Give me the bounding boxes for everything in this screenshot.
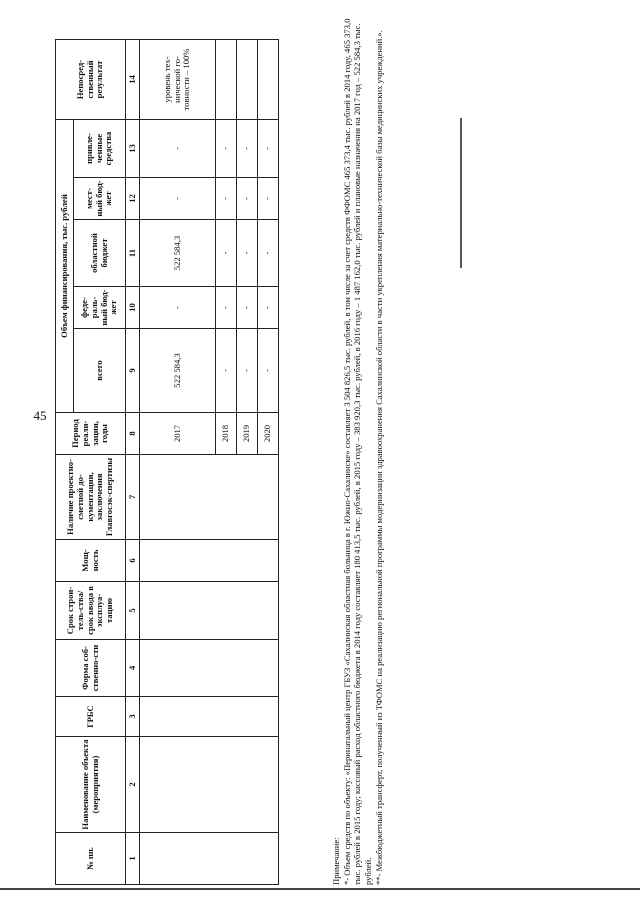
column-number: 6: [126, 540, 140, 582]
header-direct-result: Непосред-ственный результат: [56, 40, 126, 120]
cell-federal: -: [258, 287, 279, 329]
cell-year: 2018: [216, 413, 237, 455]
cell-federal: -: [237, 287, 258, 329]
cell-total: -: [237, 329, 258, 413]
column-number: 13: [126, 120, 140, 178]
cell-attracted: -: [258, 120, 279, 178]
table-row: [140, 40, 216, 885]
financing-table: [55, 39, 279, 885]
header-period: Период реали-зации, годы: [56, 413, 126, 455]
column-number: 2: [126, 737, 140, 833]
cell-capacity: [140, 540, 279, 582]
header-construction-term: Срок строи-тель-ства/срок ввода в эксплуа-тацию: [56, 582, 126, 640]
cell-local: -: [140, 178, 216, 220]
header-ownership-form: Форма соб-ственно-сти: [56, 640, 126, 697]
column-number: 11: [126, 220, 140, 287]
notes-title: Примечание:: [331, 837, 341, 885]
header-design-documentation: Наличие проектно-сметной до-кументации, заключения Главгосэк-спертизы: [56, 455, 126, 540]
cell-result: [258, 40, 279, 120]
cell-result: [237, 40, 258, 120]
cell-federal: -: [216, 287, 237, 329]
cell-regional: -: [216, 220, 237, 287]
column-number: 4: [126, 640, 140, 697]
note-line-2: **- Межбюджетный трансферт, полученный из ТФОМС на реализацию региональной программы модернизации здравоохранения Сахалинской области в части укрепления материально-технической базы медицинских учреждений.».: [373, 30, 384, 885]
cell-local: -: [258, 178, 279, 220]
cell-local: -: [216, 178, 237, 220]
column-number: 8: [126, 413, 140, 455]
column-number: 3: [126, 697, 140, 737]
cell-attracted: -: [140, 120, 216, 178]
cell-local: -: [237, 178, 258, 220]
header-financing-group: Объем финансирования, тыс. рублей: [56, 120, 74, 413]
header-attracted-funds: привле-ченные средства: [74, 120, 126, 178]
column-number: 12: [126, 178, 140, 220]
cell-regional: 522 584,3: [140, 220, 216, 287]
cell-number: [140, 833, 279, 885]
cell-regional: -: [258, 220, 279, 287]
cell-total: -: [216, 329, 237, 413]
cell-ownership-form: [140, 640, 279, 697]
column-number: 14: [126, 40, 140, 120]
column-number: 1: [126, 833, 140, 885]
header-object-name: Наименование объекта (мероприятия): [56, 737, 126, 833]
column-number-row: [126, 40, 140, 885]
note-line-1: *- Объем средств по объекту: «Перинатальный центр ГБУЗ «Сахалинская областная больница в г. Южно-Сахалинске» составляет 3 504 826,5 тыс. рублей, в том числе за счет средств ФФОМС 465 373,4 тыс. рублей в 2014 году, 465 373,0 тыс. рублей в 2015 году; кассовый расход областного бюджета в 2014 году составляет 180 413,5 тыс. рублей, в 2015 году – 383 920,3 тыс. рублей, в 2016 году – 1 487 162,0 тыс. рублей и плановые назначения на 2017 год – 522 584,3 тыс. рублей.: [341, 18, 374, 885]
header-number: № пп.: [56, 833, 126, 885]
cell-attracted: -: [216, 120, 237, 178]
column-number: 7: [126, 455, 140, 540]
cell-year: 2019: [237, 413, 258, 455]
header-capacity: Мощ-ность: [56, 540, 126, 582]
cell-attracted: -: [237, 120, 258, 178]
header-regional-budget: областной бюджет: [74, 220, 126, 287]
header-federal-budget: феде-раль-ный бюд-жет: [74, 287, 126, 329]
cell-year: 2017: [140, 413, 216, 455]
cell-grbs: [140, 697, 279, 737]
header-local-budget: мест-ный бюд-жет: [74, 178, 126, 220]
cell-result: уровень тех-нической го-товности – 100%: [140, 40, 216, 120]
header-total: всего: [74, 329, 126, 413]
cell-total: 522 584,3: [140, 329, 216, 413]
page-number: 45: [33, 408, 47, 423]
header-grbs: ГРБС: [56, 697, 126, 737]
column-number: 10: [126, 287, 140, 329]
cell-design-documentation: [140, 455, 279, 540]
rotated-page-content: [55, 5, 384, 885]
cell-year: 2020: [258, 413, 279, 455]
cell-construction-term: [140, 582, 279, 640]
column-number: 5: [126, 582, 140, 640]
cell-regional: -: [237, 220, 258, 287]
cell-result: [216, 40, 237, 120]
cell-object-name: [140, 737, 279, 833]
notes-block: [331, 5, 385, 885]
separator-line: [460, 118, 462, 268]
scan-edge-line: [0, 888, 640, 890]
cell-total: -: [258, 329, 279, 413]
cell-federal: -: [140, 287, 216, 329]
column-number: 9: [126, 329, 140, 413]
